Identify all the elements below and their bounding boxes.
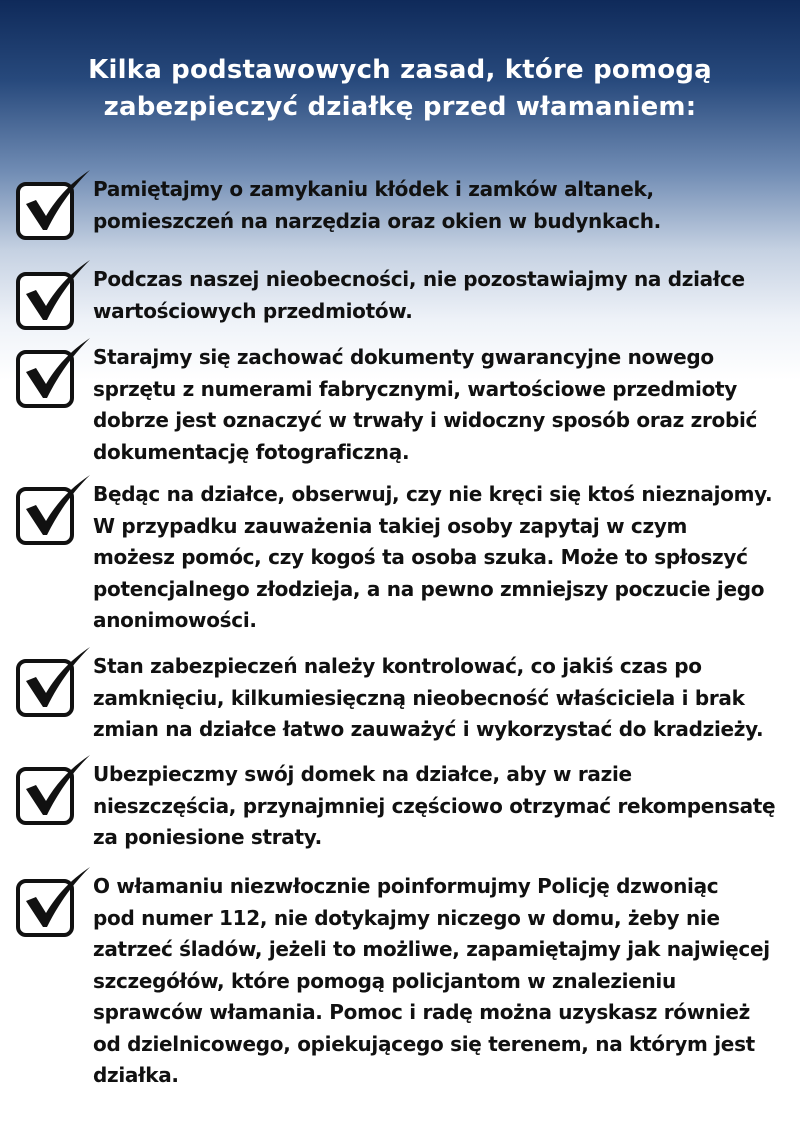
tip-text-line: dokumentację fotograficzną. [93, 439, 410, 464]
tip-text-line: możesz pomóc, czy kogoś ta osoba szuka. Może to spłoszyć [93, 545, 748, 569]
checkmark-icon [16, 879, 74, 937]
tip-text-line: Będąc na działce, obserwuj, czy nie kręci się ktoś nieznajomy. [93, 482, 773, 506]
tip-text-line: Podczas naszej nieobecności, nie pozostawiajmy na działce [93, 267, 745, 291]
title-line-2: zabezpieczyć działkę przed włamaniem: [103, 92, 697, 122]
tip-text-line: pod numer 112, nie dotykajmy niczego w domu, żeby nie [93, 905, 720, 930]
tip-text-line: dobrze jest oznaczyć w trwały i widoczny sposób oraz zrobić [93, 408, 758, 432]
tip-text-line: szczegółów, które pomogą policjantom w znalezieniu [93, 968, 676, 993]
tip-text [93, 651, 793, 746]
tip-text-line: anonimowości. [93, 608, 257, 632]
tip-text-line: sprzętu z numerami fabrycznymi, wartościowe przedmioty [93, 376, 738, 401]
tip-text-line: zamknięciu, kilkumiesięczną nieobecność właściciela i brak [93, 685, 745, 710]
checkmark-icon [16, 767, 74, 825]
tip-text-line: potencjalnego złodzieja, a na pewno zmniejszy poczucie jego [93, 576, 765, 601]
tip-text-line: Stan zabezpieczeń należy kontrolować, co jakiś czas po [93, 654, 702, 678]
tip-text-line: wartościowych przedmiotów. [93, 298, 413, 323]
checkmark-icon [16, 350, 74, 408]
tip-text [93, 871, 793, 1092]
checkmark-icon [16, 487, 74, 545]
tip-text-line: Ubezpieczmy swój domek na działce, aby w razie [93, 762, 632, 786]
page-title [0, 52, 800, 126]
tip-text-line: Starajmy się zachować dokumenty gwarancyjne nowego [93, 345, 714, 369]
tip-text-line: pomieszczeń na narzędzia oraz okien w budynkach. [93, 208, 661, 233]
tip-text [93, 342, 793, 468]
tip-text-line: za poniesione straty. [93, 825, 322, 849]
tip-text-line: zatrzeć śladów, jeżeli to możliwe, zapamiętajmy jak najwięcej [93, 937, 770, 961]
tip-text-line: nieszczęścia, przynajmniej częściowo otrzymać rekompensatę [93, 793, 776, 818]
checkmark-icon [16, 659, 74, 717]
tip-text [93, 174, 793, 237]
tip-text [93, 759, 793, 854]
tip-text [93, 479, 793, 637]
tip-text-line: sprawców włamania. Pomoc i radę można uzyskasz również [93, 1000, 751, 1024]
tip-text-line: Pamiętajmy o zamykaniu kłódek i zamków altanek, [93, 177, 654, 201]
tip-text-line: O włamaniu niezwłocznie poinformujmy Policję dzwoniąc [93, 874, 719, 898]
checkmark-icon [16, 182, 74, 240]
tip-text [93, 264, 793, 327]
tip-text-line: działka. [93, 1063, 179, 1087]
tip-text-line: zmian na działce łatwo zauważyć i wykorzystać do kradzieży. [93, 717, 764, 741]
checkmark-icon [16, 272, 74, 330]
title-line-1: Kilka podstawowych zasad, które pomogą [88, 55, 712, 85]
tip-text-line: od dzielnicowego, opiekującego się terenem, na którym jest [93, 1031, 755, 1056]
tip-text-line: W przypadku zauważenia takiej osoby zapytaj w czym [93, 513, 688, 538]
